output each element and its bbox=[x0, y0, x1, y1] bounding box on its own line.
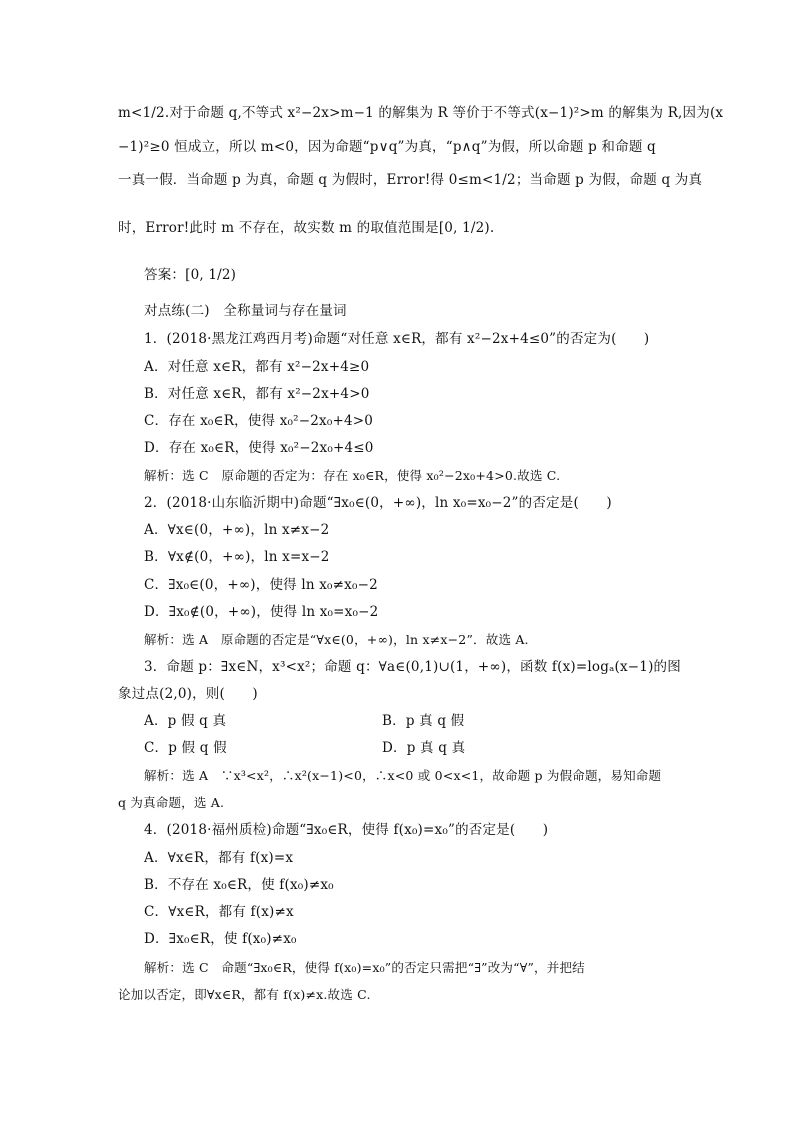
q3-analysis-line-1: 解析：选 A ∵x³<x²，∴x²(x−1)<0，∴x<0 或 0<x<1，故命题 p 为假命题，易知命题 bbox=[144, 768, 662, 783]
q3-stem-line-2: 象过点(2,0)，则( ) bbox=[118, 686, 258, 702]
answer-line: 答案：[0, 1/2) bbox=[144, 267, 237, 283]
q4-analysis-line-2: 论加以否定，即∀x∈R，都有 f(x)≠x.故选 C. bbox=[118, 987, 371, 1002]
q4-option-c: C．∀x∈R，都有 f(x)≠x bbox=[144, 904, 294, 920]
q1-analysis: 解析：选 C 原命题的否定为：存在 x₀∈R，使得 x₀²−2x₀+4>0.故选 C. bbox=[144, 468, 561, 483]
q1-option-c: C．存在 x₀∈R，使得 x₀²−2x₀+4>0 bbox=[144, 413, 374, 429]
q4-option-d: D．∃x₀∈R，使 f(x₀)≠x₀ bbox=[144, 931, 297, 947]
q3-option-d: D．p 真 q 真 bbox=[382, 740, 466, 756]
q3-analysis-line-2: q 为真命题，选 A. bbox=[118, 795, 225, 810]
q4-analysis-line-1: 解析：选 C 命题“∃x₀∈R，使得 f(x₀)=x₀”的否定只需把“∃”改为“∀”，并把结 bbox=[144, 960, 585, 975]
q1-option-b: B．对任意 x∈R，都有 x²−2x+4>0 bbox=[144, 386, 370, 402]
q4-option-a: A．∀x∈R，都有 f(x)=x bbox=[144, 850, 294, 866]
q2-option-d: D．∃x₀∉(0，+∞)，使得 ln x₀=x₀−2 bbox=[144, 604, 379, 620]
q4-stem: 4．(2018·福州质检)命题“∃x₀∈R，使得 f(x₀)=x₀”的否定是( ) bbox=[144, 822, 549, 838]
q2-option-c: C．∃x₀∈(0，+∞)，使得 ln x₀≠x₀−2 bbox=[144, 577, 378, 593]
intro-line-1: m<1/2.对于命题 q,不等式 x²−2x>m−1 的解集为 R 等价于不等式(x−1)²>m 的解集为 R,因为(x bbox=[118, 105, 724, 121]
q2-option-b: B．∀x∉(0，+∞)，ln x=x−2 bbox=[144, 549, 330, 565]
q3-option-a: A．p 假 q 真 bbox=[144, 713, 227, 729]
q3-stem-line-1: 3．命题 p：∃x∈N，x³<x²；命题 q：∀a∈(0,1)∪(1，+∞)，函数 f(x)=logₐ(x−1)的图 bbox=[144, 659, 681, 675]
section-title: 对点练(二) 全称量词与存在量词 bbox=[144, 303, 347, 319]
q4-option-b: B．不存在 x₀∈R，使 f(x₀)≠x₀ bbox=[144, 877, 334, 893]
intro-line-2: −1)²≥0 恒成立，所以 m<0，因为命题“p∨q”为真，“p∧q”为假，所以命题 p 和命题 q bbox=[118, 139, 656, 155]
q2-option-a: A．∀x∈(0，+∞)，ln x≠x−2 bbox=[144, 522, 330, 538]
q2-stem: 2．(2018·山东临沂期中)命题“∃x₀∈(0，+∞)，ln x₀=x₀−2”的否定是( ) bbox=[144, 495, 612, 511]
q1-option-d: D．存在 x₀∈R，使得 x₀²−2x₀+4≤0 bbox=[144, 440, 374, 456]
q2-analysis: 解析：选 A 原命题的否定是“∀x∈(0，+∞)，ln x≠x−2”．故选 A. bbox=[144, 632, 529, 647]
q1-option-a: A．对任意 x∈R，都有 x²−2x+4≥0 bbox=[144, 359, 370, 375]
intro-line-3: 一真一假．当命题 p 为真，命题 q 为假时，Error!得 0≤m<1/2；当命题 p 为假，命题 q 为真 bbox=[118, 172, 703, 188]
q3-option-c: C．p 假 q 假 bbox=[144, 740, 227, 756]
intro-line-4: 时，Error!此时 m 不存在，故实数 m 的取值范围是[0, 1/2). bbox=[118, 220, 495, 236]
q3-option-b: B．p 真 q 假 bbox=[382, 713, 465, 729]
q1-stem: 1．(2018·黑龙江鸡西月考)命题“对任意 x∈R，都有 x²−2x+4≤0”的否定为( ) bbox=[144, 331, 650, 347]
